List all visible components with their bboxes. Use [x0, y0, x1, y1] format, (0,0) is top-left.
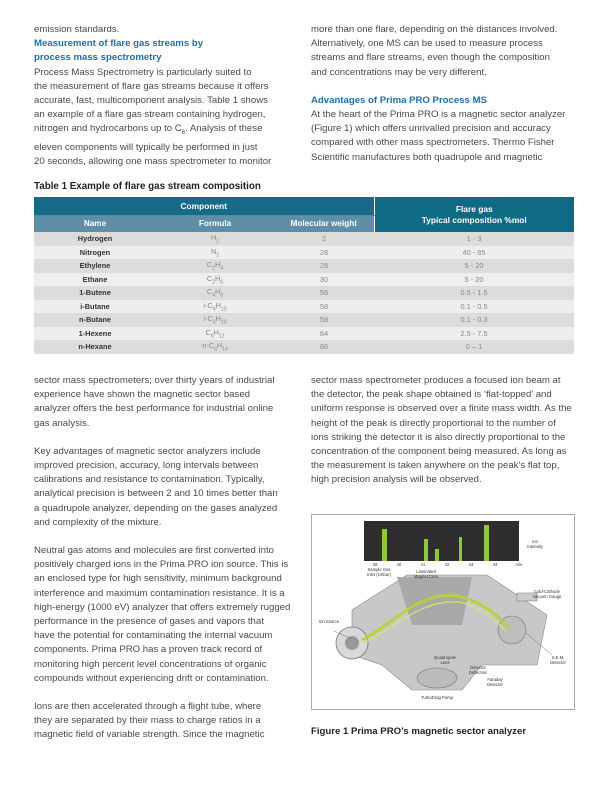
body-text: Ions are then accelerated through a flight tube, where — [34, 701, 262, 713]
label-line: Quadrupole — [434, 655, 456, 660]
body-text: and complexity of the mixture. — [34, 516, 162, 528]
cell-name: Ethane — [34, 273, 156, 287]
table-row — [34, 246, 574, 260]
label-line: Detector — [470, 665, 486, 670]
formula-part: H — [210, 233, 217, 243]
formula-part: N — [210, 246, 217, 256]
section-heading: process mass spectrometry — [34, 52, 162, 64]
body-text: accurate, fast, multicomponent analysis. Table 1 shows — [34, 95, 268, 107]
body-text: the detector, the peak shape obtained is ‘flat-topped’ and — [311, 389, 552, 401]
formula-part: C — [206, 260, 213, 270]
body-text: gas analysis. — [34, 417, 90, 429]
formula-part: C — [206, 273, 213, 283]
label-line: Cold-Cathode — [534, 589, 560, 594]
body-text: height of the peak is directly proportional to the number of — [311, 417, 556, 429]
top-left-column — [34, 23, 304, 169]
spectrum-tick-label: m/e — [515, 562, 523, 567]
body-text: have the potential for contaminating the internal vacuum — [34, 630, 273, 642]
spectrum-peak — [435, 549, 439, 561]
cell-name: n-Butane — [34, 313, 156, 327]
label-line: Deflection — [468, 670, 488, 675]
formula-part: H — [215, 287, 221, 297]
quadrupole-label — [428, 655, 462, 665]
column-header-formula: Formula — [156, 215, 274, 232]
cell-formula — [156, 286, 274, 300]
formula-subscript: 6 — [210, 332, 214, 339]
body-text: sector mass spectrometers; over thirty years of industrial — [34, 375, 275, 386]
body-text: eleven components will typically be performed in just — [34, 141, 258, 153]
formula-subscript: 4 — [212, 292, 215, 299]
body-text: performance in the presence of gases and vapors that — [34, 616, 264, 628]
cell-name: 1-Butene — [34, 286, 156, 300]
faraday-label — [480, 677, 510, 687]
cell-composition: 0.5 - 1.5 — [374, 286, 574, 300]
spectrum-peak — [382, 529, 387, 561]
turbodrag-pump — [417, 668, 457, 688]
label-line: Magnet Core — [413, 574, 439, 579]
formula-subscript: 2 — [212, 265, 215, 272]
body-text: more than one flare, depending on the distances involved. — [311, 24, 558, 35]
table-row — [34, 273, 574, 287]
cell-composition: 5 - 20 — [374, 273, 574, 287]
spectrum-tick-label: 41 — [420, 562, 426, 567]
cell-name: 1-Hexene — [34, 327, 156, 341]
figure-caption: Figure 1 Prima PRO’s magnetic sector analyzer — [311, 726, 527, 737]
body-text: the measurement is taken anywhere on the peak’s flat top, — [311, 460, 560, 472]
label-line: Inlet (1mbar) — [367, 572, 391, 577]
cell-name: Hydrogen — [34, 232, 156, 246]
formula-subscript: 2 — [212, 278, 215, 285]
body-text: streams and flare streams, even though the composition — [311, 52, 550, 64]
body-text: interference and maximum contamination resistance. It is a — [34, 587, 285, 599]
body-text — [34, 122, 304, 140]
label-line: Vacuum Gauge — [532, 594, 562, 599]
formula-part: H — [215, 260, 221, 270]
cell-molecular-weight: 28 — [274, 259, 374, 273]
formula-subscript: 4 — [220, 265, 224, 272]
spectrum-peak — [459, 537, 462, 561]
flare-gas-header-line: Flare gas — [455, 203, 493, 214]
table-row — [34, 300, 574, 314]
body-text: compared with other mass spectrometers. Thermo Fisher — [311, 137, 555, 149]
spectrum-background — [364, 521, 519, 561]
turbodrag-label: TurboDrag Pump — [421, 695, 453, 700]
cell-molecular-weight: 2 — [274, 232, 374, 246]
cold-cathode-label — [526, 589, 568, 599]
formula-part: i-C — [203, 314, 213, 324]
cell-formula — [156, 259, 274, 273]
cell-formula — [156, 340, 274, 354]
formula-part: i-C — [203, 300, 213, 310]
body-text: Alternatively, one MS can be used to measure process — [311, 38, 543, 50]
table-row — [34, 259, 574, 273]
label-line: Detector — [550, 660, 566, 665]
formula-subscript: 6 — [220, 278, 224, 285]
composition-table — [34, 197, 574, 354]
body-text: calibrations and resistance to contamination. Typically, — [34, 474, 265, 486]
body-text: (Figure 1) which offers unrivalled precision and accuracy — [311, 123, 551, 135]
body-text: monitoring high percent level concentrations of organic — [34, 658, 267, 670]
label-line: Sample Gas — [367, 567, 391, 572]
column-header-molecular-weight: Molecular weight — [274, 215, 374, 232]
body-text: 20 seconds, allowing one mass spectrometer to monitor — [34, 155, 272, 167]
formula-part: H — [215, 314, 221, 324]
cell-composition: 0.1 - 0.3 — [374, 313, 574, 327]
table-row — [34, 313, 574, 327]
body-text: they are separated by their mass to charge ratios in a — [34, 715, 261, 727]
cell-molecular-weight: 56 — [274, 286, 374, 300]
body-text: high-energy (1000 eV) analyzer that offers extremely rugged — [34, 601, 291, 613]
formula-subscript: 12 — [218, 332, 225, 339]
table-body — [34, 232, 574, 354]
cell-composition: 5 - 20 — [374, 259, 574, 273]
cell-formula — [156, 232, 274, 246]
body-text-part: . Analysis of these — [185, 123, 263, 135]
formula-subscript: 6 — [214, 346, 217, 353]
body-text: At the heart of the Prima PRO is a magnetic sector analyzer — [311, 109, 566, 121]
formula-part: H — [216, 341, 223, 351]
body-text-part: nitrogen and hydrocarbons up to C — [34, 123, 182, 135]
cell-name: Ethylene — [34, 259, 156, 273]
component-group-header: Component — [34, 197, 374, 215]
body-text: emission standards. — [34, 24, 120, 35]
spectrum-peak — [484, 525, 489, 561]
cell-name: n-Hexane — [34, 340, 156, 354]
sample-gas-label — [362, 567, 396, 577]
cell-formula — [156, 300, 274, 314]
formula-subscript: 4 — [212, 319, 216, 326]
body-text: an enclosed type for high sensitivity, minimum background — [34, 573, 282, 585]
spectrum-tick-label: 43 — [468, 562, 474, 567]
bottom-left-column — [34, 374, 306, 743]
formula-subscript: 10 — [221, 319, 227, 326]
body-text: concentration of the component being measured. As long as — [311, 446, 567, 458]
cell-molecular-weight: 58 — [274, 313, 374, 327]
body-text: a quadrupole analyzer, depending on the gases analyzed — [34, 502, 278, 514]
cell-composition: 40 - 85 — [374, 246, 574, 260]
spectrum-peak — [424, 539, 428, 561]
ion-intensity-label — [522, 539, 548, 549]
formula-part: H — [215, 300, 221, 310]
body-text: Scientific manufactures both quadrupole and magnetic — [311, 151, 543, 163]
cell-molecular-weight: 58 — [274, 300, 374, 314]
body-text: ions striking the detector it is also directly proportional to the — [311, 431, 566, 443]
cell-formula — [156, 313, 274, 327]
formula-part: C — [205, 327, 211, 337]
label-line: Lens — [440, 660, 450, 665]
body-text: positively charged ions in the Prima PRO ion source. This is — [34, 559, 289, 571]
top-right-column — [311, 23, 581, 165]
column-header-name: Name — [34, 215, 156, 232]
formula-part: H — [213, 327, 219, 337]
cell-molecular-weight: 84 — [274, 327, 374, 341]
body-text: Process Mass Spectrometry is particularly suited to — [34, 66, 252, 78]
cell-name: Nitrogen — [34, 246, 156, 260]
bottom-right-column — [311, 374, 581, 488]
cell-molecular-weight: 86 — [274, 340, 374, 354]
formula-part: C — [206, 287, 213, 297]
label-line: Ion — [532, 539, 538, 544]
ion-source-port — [345, 636, 359, 650]
body-text: analyzer offers the best performance for industrial online — [34, 403, 274, 415]
formula-subscript: 2 — [216, 251, 220, 258]
body-text: the measurement of flare gas streams because it offers — [34, 80, 269, 92]
section-heading: Measurement of flare gas streams by — [34, 38, 204, 50]
body-text: uniform response is observed over a finite mass width. As the — [311, 403, 572, 415]
ion-source-label: Ion Source — [318, 619, 340, 624]
label-line: Detector — [487, 682, 503, 687]
detector-deflection-label — [462, 665, 494, 675]
body-text: components. Prima PRO has a proven track record of — [34, 644, 263, 656]
cell-composition: 1 - 3 — [374, 232, 574, 246]
formula-subscript: 2 — [216, 238, 220, 245]
cell-formula — [156, 246, 274, 260]
cell-molecular-weight: 28 — [274, 246, 374, 260]
subscript: 6 — [181, 130, 186, 137]
cell-name: i-Butane — [34, 300, 156, 314]
analyzer-figure — [311, 514, 575, 710]
label-line: Intensity — [527, 544, 543, 549]
spectrum-tick-label: 40 — [396, 562, 402, 567]
body-text: Neutral gas atoms and molecules are first converted into — [34, 545, 274, 557]
body-text: and concentrations may be very different. — [311, 66, 487, 78]
body-text: improved precision, accuracy, long intervals between — [34, 460, 259, 472]
cell-composition: 0.1 - 0.5 — [374, 300, 574, 314]
table-row — [34, 340, 574, 354]
formula-part: H — [215, 273, 221, 283]
sem-detector-label — [544, 655, 572, 665]
table-title: Table 1 Example of flare gas stream composition — [34, 181, 261, 192]
body-text: analytical precision is between 2 and 10 times better than — [34, 488, 278, 500]
formula-subscript: 4 — [212, 305, 216, 312]
label-line: S.E.M. — [551, 655, 565, 660]
spectrum-tick-label: 39 — [372, 562, 378, 567]
body-text: Key advantages of magnetic sector analyzers include — [34, 445, 261, 457]
spectrum-tick-label: 44 — [492, 562, 498, 567]
flare-gas-header — [374, 197, 574, 232]
body-text: experience have shown the magnetic sector based — [34, 389, 250, 401]
formula-subscript: 10 — [221, 305, 227, 312]
body-text: high precision analysis will be observed. — [311, 474, 482, 486]
label-line: Laminated — [416, 569, 436, 574]
table-row — [34, 286, 574, 300]
spectrum-tick-label: 42 — [444, 562, 450, 567]
table-row — [34, 327, 574, 341]
body-text: magnetic field of variable strength. Since the magnetic — [34, 729, 265, 741]
formula-part: n-C — [202, 341, 215, 351]
table-row — [34, 232, 574, 246]
body-text: compounds without experiencing drift or contamination. — [34, 672, 269, 684]
cell-molecular-weight: 30 — [274, 273, 374, 287]
flare-gas-header-line: Typical composition %mol — [421, 214, 527, 225]
cell-formula — [156, 327, 274, 341]
laminated-label — [406, 569, 446, 579]
cell-composition: 0 – 1 — [374, 340, 574, 354]
cell-formula — [156, 273, 274, 287]
body-text: sector mass spectrometer produces a focused ion beam at — [311, 375, 561, 386]
formula-subscript: 14 — [222, 346, 228, 353]
formula-subscript: 8 — [220, 292, 224, 299]
body-text: an example of a flare gas stream containing hydrogen, — [34, 109, 266, 121]
label-line: Faraday — [487, 677, 503, 682]
cell-composition: 2.5 - 7.5 — [374, 327, 574, 341]
section-heading: Advantages of Prima PRO Process MS — [311, 94, 487, 106]
